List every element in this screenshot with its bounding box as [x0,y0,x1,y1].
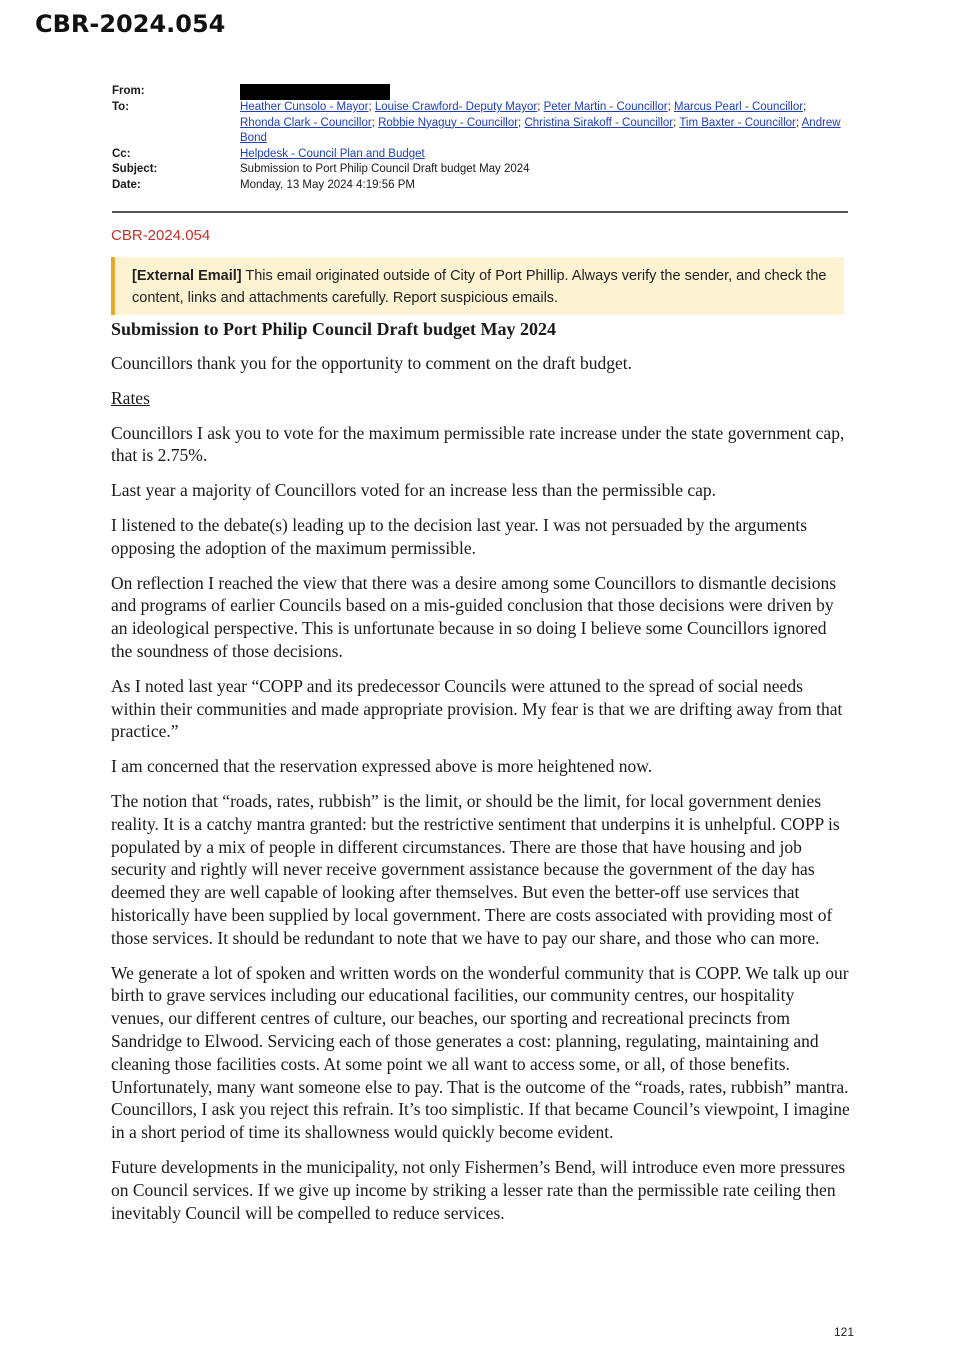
banner-bold-label: [External Email] [132,268,242,284]
document-id: CBR-2024.054 [35,10,226,38]
cc-row [112,147,848,163]
submission-title: Submission to Port Philip Council Draft budget May 2024 [111,319,557,339]
body-paragraph: We generate a lot of spoken and written words on the wonderful community that is COPP. We talk up our birth to grave services including our educational facilities, our community centres, our hospitality venues, our different centres of culture, our beaches, our sporting and recreational precincts from Sandridge to Elwood. Servicing each of those generates a cost: planning, regulating, maintaining and cleaning those facilities costs. At some point we all want to access some, or all, of those benefits. Unfortunately, many want someone else to pay. That is the outcome of the “roads, rates, rubbish” mantra. Councillors, I ask you reject this refrain. It’s too simplistic. If that became Council’s viewpoint, I imagine in a short period of time its shallowness would quickly become evident. [111,962,850,1143]
date-label: Date: [112,178,141,191]
recipient-link[interactable]: Marcus Pearl - Councillor [673,101,804,113]
body-paragraph: Last year a majority of Councillors voted for an increase less than the permissible cap. [111,480,717,501]
date-value: Monday, 13 May 2024 4:19:56 PM [240,178,415,191]
redacted-sender [240,84,390,100]
recipient-link[interactable]: Rhonda Clark - Councillor [240,116,372,129]
body-paragraph: As I noted last year “COPP and its predecessor Councils were attuned to the spread of social needs within their communities and made appropriate provision. My fear is that we are drifting away from that practice.” [111,675,843,742]
subject-label: Subject: [112,163,158,175]
reference-number: CBR-2024.054 [111,227,211,244]
to-recipients: Heather Cunsolo - Mayor; Louise Crawford- Deputy Mayor; Peter Martin - Councillor; Marcus Pearl - Councillor; Rhonda Clark - Councillor; Robbie Nyaguy - Councillor; Christina Sirakoff - Councillor; Tim Baxter - Councillor; Andrew Bond [240,101,841,144]
body-paragraph: On reflection I reached the view that there was a desire among some Councillors to dismantle decisions and programs of earlier Councils based on a mis-guided conclusion that those decisions were driven by an ideological perspective. This is unfortunate because in so doing I believe some Councillors ignored the soundness of those decisions. [111,572,837,661]
header-divider [112,211,848,213]
recipient-link[interactable]: Robbie Nyaguy - Councillor [378,116,519,129]
cc-label: Cc: [112,147,131,160]
body-paragraph: I am concerned that the reservation expressed above is more heightened now. [111,756,653,777]
recipient-link[interactable]: Christina Sirakoff - Councillor [524,116,674,129]
email-body [111,317,851,1236]
body-paragraph: I listened to the debate(s) leading up to the decision last year. I was not persuaded by the arguments opposing the adoption of the maximum permissible. [111,514,808,558]
date-row [112,178,848,194]
recipient-link[interactable]: Heather Cunsolo - Mayor [240,101,369,113]
subject-value: Submission to Port Philip Council Draft budget May 2024 [240,163,530,175]
recipient-link[interactable]: Tim Baxter - Councillor [679,116,796,129]
banner-text: This email originated outside of City of Port Phillip. Always verify the sender, and check the content, links and attachments carefully. Report suspicious emails. [132,268,827,306]
external-email-banner [111,257,844,315]
subject-row [112,162,848,178]
to-label: To: [112,101,130,113]
recipient-link[interactable]: Louise Crawford- Deputy Mayor [374,101,538,113]
recipient-link[interactable]: Peter Martin - Councillor [543,101,668,113]
cc-link[interactable]: Helpdesk - Council Plan and Budget [240,147,425,160]
email-header [112,84,848,193]
intro-paragraph: Councillors thank you for the opportunity to comment on the draft budget. [111,353,633,373]
to-row [112,100,848,147]
recipient-link[interactable]: Andrew Bond [240,116,841,144]
from-row [112,84,848,100]
from-label: From: [112,85,145,97]
page-number: 121 [834,1325,855,1339]
body-paragraph: Future developments in the municipality, not only Fishermen’s Bend, will introduce even more pressures on Council services. If we give up income by striking a lesser rate than the permissible rate ceiling then inevitably Council will be compelled to reduce services. [111,1156,846,1223]
body-paragraph: Councillors I ask you to vote for the maximum permissible rate increase under the state government cap, that is 2.75%. [111,422,845,466]
body-paragraph: The notion that “roads, rates, rubbish” is the limit, or should be the limit, for local government denies reality. It is a catchy mantra granted: but the restrictive sentiment that underpins it is unhelpful. COPP is populated by a mix of people in different circumstances. There are those that have housing and job security and rightly will never receive government assistance because the government of the day has deemed they are well capable of looking after themselves. But even the better-off use services that historically have been supplied by local government. There are costs associated with providing most of those services. It should be redundant to note that we have to pay our share, and those who can more. [111,790,840,948]
section-heading-rates: Rates [111,387,150,408]
